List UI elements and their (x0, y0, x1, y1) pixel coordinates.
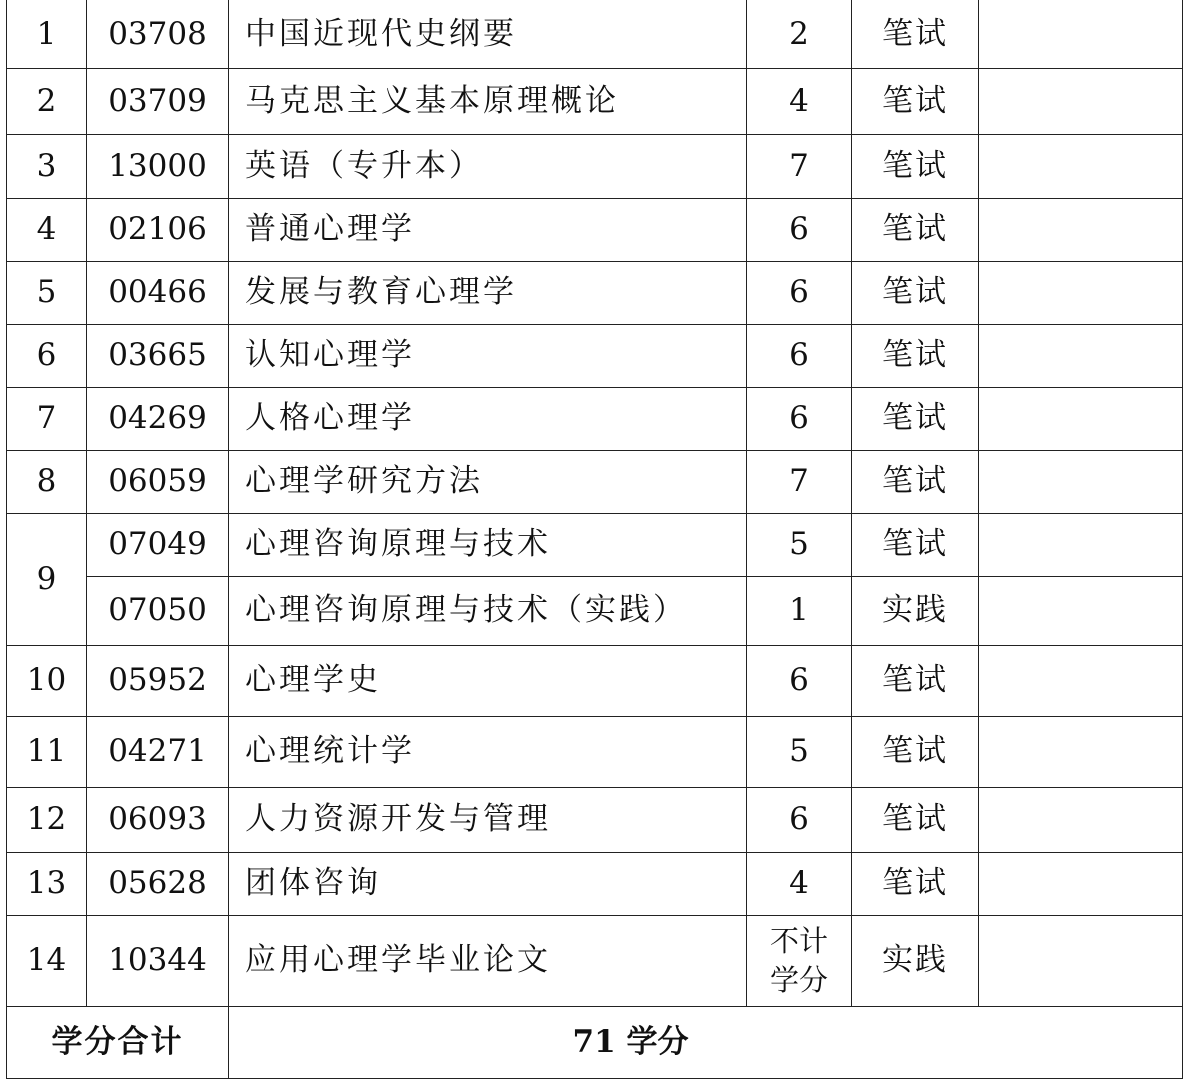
course-name: 英语（专升本） (229, 135, 747, 199)
table-row (7, 199, 1183, 262)
course-credit: 5 (747, 514, 852, 577)
table-row (7, 514, 1183, 577)
course-name: 心理统计学 (229, 717, 747, 788)
course-name: 团体咨询 (229, 853, 747, 916)
table-row (7, 0, 1183, 69)
course-code: 13000 (87, 135, 229, 199)
row-index: 5 (7, 262, 87, 325)
table-row (7, 717, 1183, 788)
course-code: 05628 (87, 853, 229, 916)
course-code: 00466 (87, 262, 229, 325)
course-code: 03708 (87, 0, 229, 69)
course-name: 发展与教育心理学 (229, 262, 747, 325)
exam-type: 笔试 (852, 135, 979, 199)
total-value: 71 学分 (229, 1007, 1183, 1079)
table-row (7, 451, 1183, 514)
course-name: 普通心理学 (229, 199, 747, 262)
course-code: 02106 (87, 199, 229, 262)
exam-type: 笔试 (852, 717, 979, 788)
course-name: 心理咨询原理与技术 (229, 514, 747, 577)
remark-cell (979, 135, 1183, 199)
credit-line-2: 学分 (769, 963, 828, 997)
exam-type: 笔试 (852, 788, 979, 853)
exam-type: 笔试 (852, 853, 979, 916)
course-code: 07050 (87, 577, 229, 646)
row-index: 14 (7, 916, 87, 1007)
course-credit: 5 (747, 717, 852, 788)
course-name: 心理学研究方法 (229, 451, 747, 514)
row-index: 1 (7, 0, 87, 69)
course-credit: 6 (747, 646, 852, 717)
exam-type: 笔试 (852, 325, 979, 388)
table-row (7, 262, 1183, 325)
remark-cell (979, 262, 1183, 325)
table-row (7, 325, 1183, 388)
course-code: 04269 (87, 388, 229, 451)
course-credit: 6 (747, 788, 852, 853)
exam-type: 笔试 (852, 514, 979, 577)
remark-cell (979, 717, 1183, 788)
table-row (7, 916, 1183, 1007)
course-credit: 6 (747, 262, 852, 325)
row-index: 8 (7, 451, 87, 514)
table-row (7, 69, 1183, 135)
remark-cell (979, 69, 1183, 135)
exam-type: 笔试 (852, 69, 979, 135)
course-code: 03665 (87, 325, 229, 388)
row-index: 13 (7, 853, 87, 916)
table-row (7, 388, 1183, 451)
exam-type: 笔试 (852, 451, 979, 514)
remark-cell (979, 916, 1183, 1007)
row-index: 12 (7, 788, 87, 853)
remark-cell (979, 388, 1183, 451)
course-credit: 4 (747, 69, 852, 135)
exam-type: 实践 (852, 577, 979, 646)
course-credit: 6 (747, 325, 852, 388)
exam-type: 笔试 (852, 646, 979, 717)
course-name: 应用心理学毕业论文 (229, 916, 747, 1007)
row-index: 3 (7, 135, 87, 199)
course-code: 04271 (87, 717, 229, 788)
row-index: 10 (7, 646, 87, 717)
exam-type: 笔试 (852, 262, 979, 325)
row-index: 2 (7, 69, 87, 135)
course-credit (747, 916, 852, 1007)
table-row (7, 577, 1183, 646)
course-code: 05952 (87, 646, 229, 717)
row-index: 11 (7, 717, 87, 788)
row-index: 9 (7, 514, 87, 646)
course-code: 06059 (87, 451, 229, 514)
course-code: 06093 (87, 788, 229, 853)
course-name: 马克思主义基本原理概论 (229, 69, 747, 135)
remark-cell (979, 514, 1183, 577)
course-code: 03709 (87, 69, 229, 135)
remark-cell (979, 577, 1183, 646)
course-name: 心理学史 (229, 646, 747, 717)
row-index: 6 (7, 325, 87, 388)
course-credit: 4 (747, 853, 852, 916)
total-label: 学分合计 (7, 1007, 229, 1079)
course-name: 中国近现代史纲要 (229, 0, 747, 69)
table-row (7, 788, 1183, 853)
table-row (7, 853, 1183, 916)
remark-cell (979, 199, 1183, 262)
remark-cell (979, 325, 1183, 388)
exam-type: 笔试 (852, 388, 979, 451)
course-credit: 1 (747, 577, 852, 646)
remark-cell (979, 451, 1183, 514)
exam-type: 实践 (852, 916, 979, 1007)
course-credit: 7 (747, 135, 852, 199)
course-credit: 7 (747, 451, 852, 514)
course-credit: 6 (747, 388, 852, 451)
remark-cell (979, 853, 1183, 916)
course-name: 人力资源开发与管理 (229, 788, 747, 853)
total-row (7, 1007, 1183, 1079)
course-name: 认知心理学 (229, 325, 747, 388)
course-name: 人格心理学 (229, 388, 747, 451)
table-row (7, 135, 1183, 199)
row-index: 7 (7, 388, 87, 451)
row-index: 4 (7, 199, 87, 262)
table-row (7, 646, 1183, 717)
course-code: 10344 (87, 916, 229, 1007)
course-name: 心理咨询原理与技术（实践） (229, 577, 747, 646)
course-code: 07049 (87, 514, 229, 577)
credit-line-1: 不计 (769, 923, 828, 958)
exam-type: 笔试 (852, 199, 979, 262)
remark-cell (979, 646, 1183, 717)
course-credit: 6 (747, 199, 852, 262)
course-table (6, 0, 1183, 1079)
exam-type: 笔试 (852, 0, 979, 69)
remark-cell (979, 0, 1183, 69)
remark-cell (979, 788, 1183, 853)
course-credit: 2 (747, 0, 852, 69)
